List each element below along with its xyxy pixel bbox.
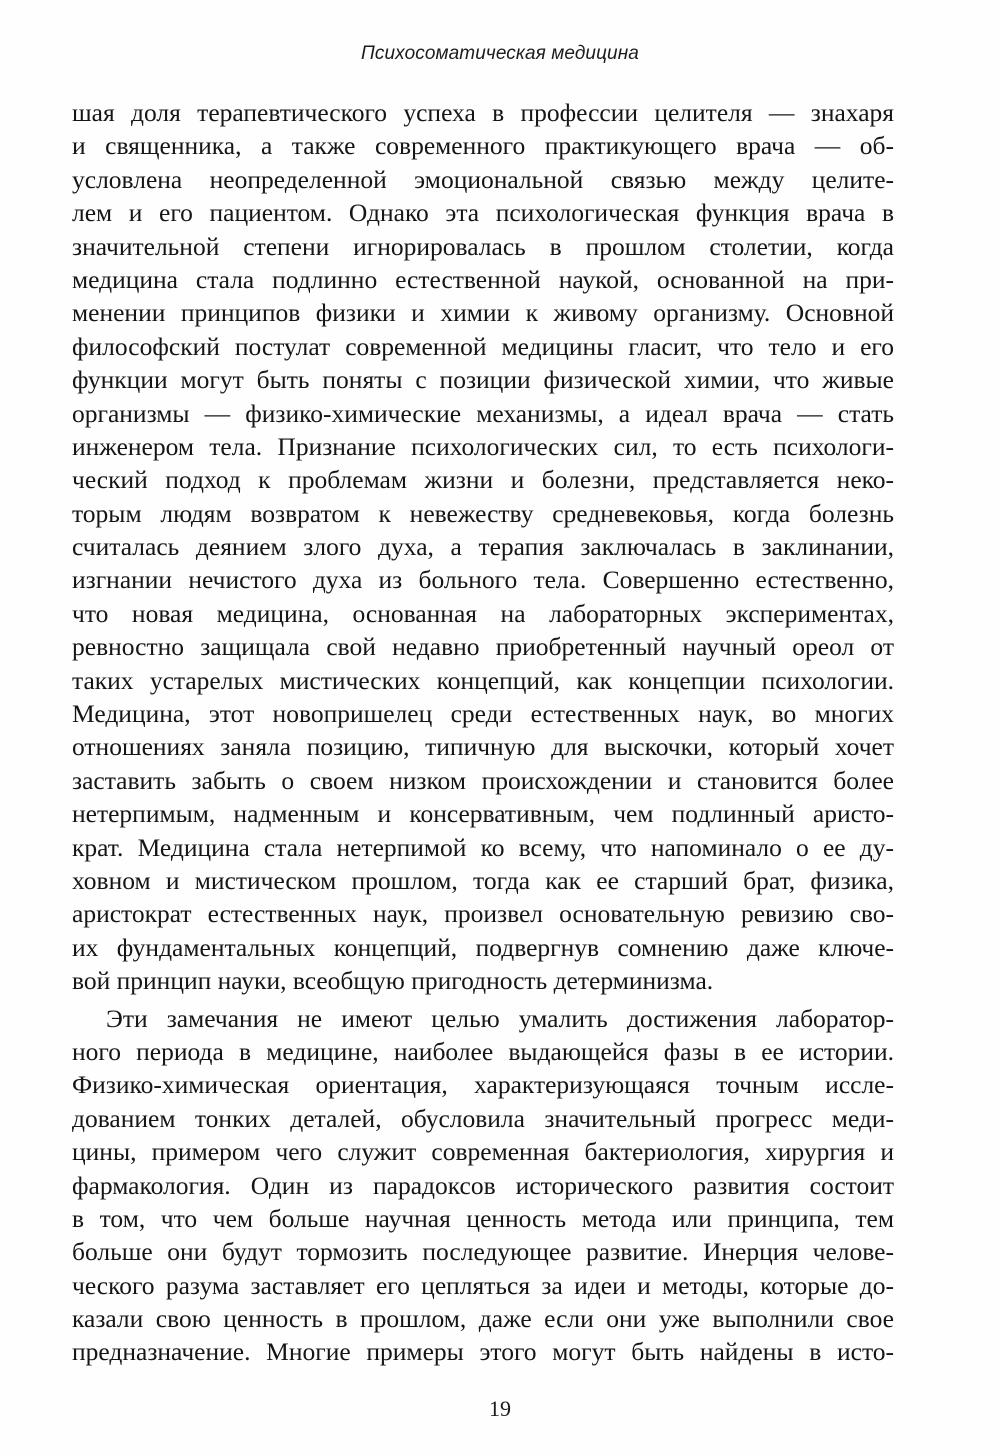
text-line: значительной степени игнорировалась в прошлом столетии, когда bbox=[72, 231, 894, 261]
text-line: вой принцип науки, всеобщую пригодность детерминизма. bbox=[72, 966, 714, 996]
text-line: философский постулат современной медицины гласит, что тело и его bbox=[72, 331, 894, 361]
text-line: изгнании нечистого духа из больного тела. Совершенно естественно, bbox=[72, 565, 894, 595]
text-line: шая доля терапевтического успеха в профессии целителя — знахаря bbox=[72, 98, 894, 127]
text-line: ческого разума заставляет его цепляться за идеи и методы, которые до- bbox=[72, 1270, 894, 1300]
page-number: 19 bbox=[489, 1396, 511, 1421]
text-line: дованием тонких деталей, обусловила значительный прогресс меди- bbox=[72, 1103, 894, 1133]
text-line: инженером тела. Признание психологических сил, то есть психологи- bbox=[72, 431, 894, 461]
text-line: и священника, а также современного практикующего врача — об- bbox=[72, 131, 894, 161]
body-text bbox=[72, 96, 894, 1369]
text-line: фармакология. Один из парадоксов исторического развития состоит bbox=[72, 1170, 894, 1200]
text-line: Физико-химическая ориентация, характеризующаяся точным иссле- bbox=[72, 1070, 894, 1100]
text-line: цины, примером чего служит современная бактериология, хирургия и bbox=[72, 1137, 894, 1167]
text-line: заставить забыть о своем низком происхождении и становится более bbox=[72, 765, 894, 795]
text-line: менении принципов физики и химии к живому организму. Основной bbox=[72, 298, 894, 328]
text-line: что новая медицина, основанная на лабораторных экспериментах, bbox=[72, 598, 894, 628]
text-line: ческий подход к проблемам жизни и болезни, представляется неко- bbox=[72, 465, 894, 495]
text-line: их фундаментальных концепций, подвергнув сомнению даже ключе- bbox=[72, 932, 894, 962]
text-line: организмы — физико-химические механизмы, а идеал врача — стать bbox=[72, 398, 894, 428]
text-line: таких устарелых мистических концепций, как концепции психологии. bbox=[72, 665, 894, 695]
text-line: в том, что чем больше научная ценность метода или принципа, тем bbox=[72, 1203, 894, 1233]
text-line: предназначение. Многие примеры этого могут быть найдены в исто- bbox=[72, 1337, 894, 1367]
text-line: считалась деянием злого духа, а терапия заключалась в заклинании, bbox=[72, 532, 894, 562]
text-line: Медицина, этот новопришелец среди естественных наук, во многих bbox=[72, 699, 894, 729]
text-line: Эти замечания не имеют целью умалить достижения лаборатор- bbox=[106, 1003, 894, 1033]
paragraph bbox=[72, 1002, 894, 1369]
text-line: нетерпимым, надменным и консервативным, чем подлинный аристо- bbox=[72, 799, 894, 829]
text-line: ховном и мистическом прошлом, тогда как ее старший брат, физика, bbox=[72, 865, 894, 895]
text-line: казали свою ценность в прошлом, даже если они уже выполнили свое bbox=[72, 1304, 894, 1334]
text-line: условлена неопределенной эмоциональной связью между целите- bbox=[72, 164, 894, 194]
text-line: ного периода в медицине, наиболее выдающейся фазы в ее истории. bbox=[72, 1036, 894, 1066]
text-line: ревностно защищала свой недавно приобретенный научный ореол от bbox=[72, 632, 894, 662]
text-line: больше они будут тормозить последующее развитие. Инерция челове- bbox=[72, 1237, 894, 1267]
text-line: крат. Медицина стала нетерпимой ко всему, что напоминало о ее ду- bbox=[72, 832, 894, 862]
text-line: медицина стала подлинно естественной наукой, основанной на при- bbox=[72, 264, 894, 294]
text-line: функции могут быть поняты с позиции физической химии, что живые bbox=[72, 365, 894, 395]
text-line: аристократ естественных наук, произвел основательную ревизию сво- bbox=[72, 899, 894, 929]
paragraph bbox=[72, 96, 894, 998]
text-line: отношениях заняла позицию, типичную для выскочки, который хочет bbox=[72, 732, 894, 762]
text-line: торым людям возвратом к невежеству средневековья, когда болезнь bbox=[72, 498, 894, 528]
running-head: Психосоматическая медицина bbox=[361, 43, 639, 64]
text-line: лем и его пациентом. Однако эта психологическая функция врача в bbox=[72, 198, 894, 228]
